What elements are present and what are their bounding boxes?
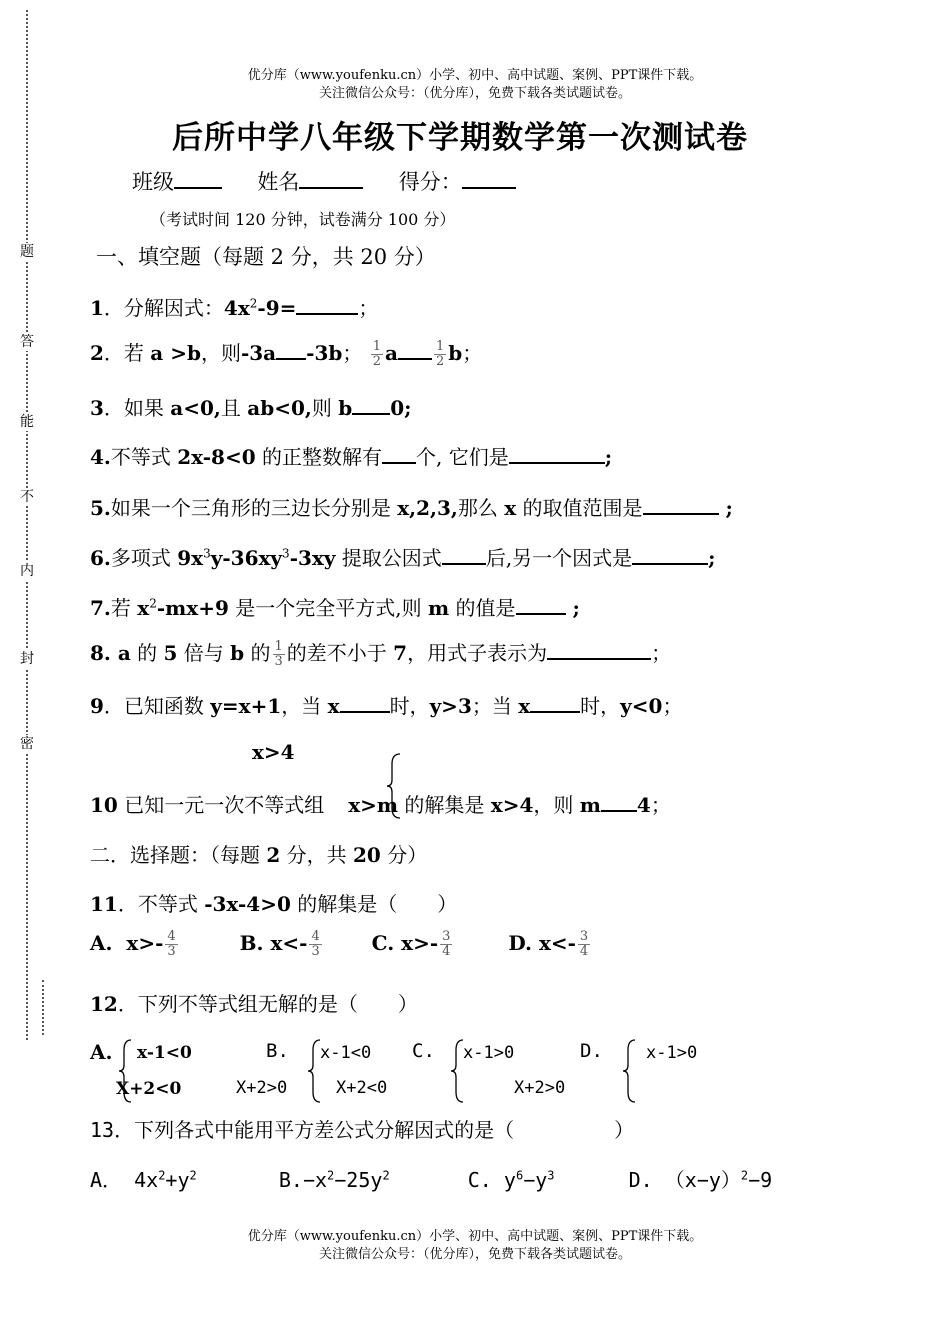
q12-option-b-label[interactable]: B. xyxy=(266,1040,289,1062)
answer-blank[interactable] xyxy=(632,545,708,565)
answer-blank[interactable] xyxy=(442,545,486,565)
score-label: 得分： xyxy=(398,170,462,194)
question-5: 5.如果一个三角形的三边长分别是 x,2,3,那么 x 的取值范围是 ; xyxy=(90,496,733,520)
binding-char: 答 xyxy=(20,334,34,350)
option-b[interactable]: $B.-x^2-25y^2$ xyxy=(278,1168,390,1192)
q12-a-line1: x-1<0 xyxy=(137,1043,192,1063)
page-title: 后所中学八年级下学期数学第一次测试卷 xyxy=(172,120,748,156)
question-2: 2．若 a >b，则-3a -3b； $\frac{1}{2}$ a $\frac{1}{2}$ b； xyxy=(90,339,483,369)
option-c[interactable]: C. $y^6-y^3$ xyxy=(467,1168,555,1192)
answer-blank[interactable] xyxy=(601,792,637,812)
answer-blank[interactable] xyxy=(509,444,605,464)
fraction-one-third: $\frac{1}{3}$ xyxy=(274,639,283,669)
answer-blank[interactable] xyxy=(276,340,306,360)
fraction-one-half: $\frac{1}{2}$ xyxy=(372,339,381,369)
question-3: 3．如果 a<0,且 ab<0,则 b 0; xyxy=(90,396,412,420)
q10-system-top: x>4 xyxy=(252,740,295,764)
answer-blank[interactable] xyxy=(382,444,416,464)
binding-dotted-line xyxy=(26,10,28,1040)
header-line-1: 优分库（www.youfenku.cn）小学、初中、高中试题、案例、PPT课件下载。 xyxy=(247,68,703,83)
question-6: 6.多项式 $9x^3y-36xy^3-3xy$ 提取公因式 后,另一个因式是 ; xyxy=(90,546,716,570)
question-13: 13．下列各式中能用平方差公式分解因式的是（ ） xyxy=(90,1118,635,1142)
binding-char: 封 xyxy=(20,651,34,667)
binding-char: 密 xyxy=(20,736,34,752)
binding-char: 能 xyxy=(20,414,34,430)
footer-line-1: 优分库（www.youfenku.cn）小学、初中、高中试题、案例、PPT课件下载。 xyxy=(247,1229,703,1244)
q12-brace-d xyxy=(622,1038,638,1104)
name-label: 姓名 xyxy=(257,170,300,194)
answer-blank[interactable] xyxy=(530,693,580,713)
q12-b-line2: X+2<0 xyxy=(336,1078,388,1098)
option-b[interactable]: B. x<- $\frac{4}{3}$ xyxy=(239,929,320,959)
q12-d-line1: x-1>0 xyxy=(646,1043,698,1063)
q12-b-line0: X+2>0 xyxy=(236,1078,288,1098)
option-a[interactable]: A． $4x^2+y^2$ xyxy=(90,1168,197,1192)
q12-b-line1: x-1<0 xyxy=(320,1043,372,1063)
q12-c-line1: x-1>0 xyxy=(463,1043,515,1063)
option-d[interactable]: D. x<- $\frac{3}{4}$ xyxy=(508,929,589,959)
option-d[interactable]: D. $(x-y)^2-9$ xyxy=(628,1168,773,1192)
q13-options xyxy=(90,1164,772,1193)
question-8: 8. a 的 5 倍与 b 的 $\frac{1}{3}$ 的差不小于 7，用式子表示为 ； xyxy=(90,639,672,669)
answer-blank[interactable] xyxy=(516,595,566,615)
answer-blank[interactable] xyxy=(352,395,390,415)
q12-option-d-label[interactable]: D. xyxy=(580,1040,603,1062)
question-4: 4.不等式 2x-8<0 的正整数解有 个, 它们是 ; xyxy=(90,445,613,469)
question-10: 10 已知一元一次不等式组 x>m 的解集是 x>4，则 m 4； xyxy=(90,793,671,817)
answer-blank[interactable] xyxy=(398,340,432,360)
fraction-one-half: $\frac{1}{2}$ xyxy=(435,339,445,369)
answer-blank[interactable] xyxy=(547,640,651,660)
option-c[interactable]: C. x>- $\frac{3}{4}$ xyxy=(371,929,451,959)
question-9: 9．已知函数 y=x+1，当 x 时，y>3；当 x 时，y<0； xyxy=(90,694,683,718)
q12-option-a-label[interactable]: A. xyxy=(90,1040,113,1064)
q11-options xyxy=(90,930,592,959)
q12-c-line2: X+2>0 xyxy=(514,1078,566,1098)
section-2-title: 二．选择题：（每题 2 分，共 20 分） xyxy=(90,843,428,867)
section-1-title: 一、填空题（每题 2 分，共 20 分） xyxy=(96,245,436,269)
option-a[interactable]: A. x>- $\frac{4}{3}$ xyxy=(90,929,176,959)
binding-char: 题 xyxy=(20,244,34,260)
name-blank[interactable] xyxy=(299,169,363,189)
exam-note: （考试时间 120 分钟，试卷满分 100 分） xyxy=(150,210,456,229)
class-blank[interactable] xyxy=(174,169,222,189)
question-12: 12．下列不等式组无解的是（ ） xyxy=(90,992,418,1016)
question-7: 7.若 $x^2-mx+9$ 是一个完全平方式,则 m 的值是 ; xyxy=(90,596,580,620)
answer-blank[interactable] xyxy=(296,295,358,315)
binding-char: 内 xyxy=(20,563,34,579)
binding-char: 不 xyxy=(20,489,34,505)
question-11: 11．不等式 -3x-4>0 的解集是（ ） xyxy=(90,892,458,916)
footer-line-2: 关注微信公众号：（优分库），免费下载各类试题试卷。 xyxy=(318,1247,631,1262)
binding-dotted-line-short xyxy=(42,980,44,1035)
answer-blank[interactable] xyxy=(340,693,390,713)
answer-blank[interactable] xyxy=(643,495,719,515)
question-1: 1．分解因式：$4x^2-9=$ ； xyxy=(90,296,379,320)
score-blank[interactable] xyxy=(462,169,516,189)
class-label: 班级 xyxy=(132,170,174,194)
student-info xyxy=(132,166,516,196)
q12-a-line2: X+2<0 xyxy=(116,1079,182,1099)
header-line-2: 关注微信公众号：（优分库），免费下载各类试题试卷。 xyxy=(318,86,631,101)
q12-option-c-label[interactable]: C. xyxy=(412,1040,435,1062)
